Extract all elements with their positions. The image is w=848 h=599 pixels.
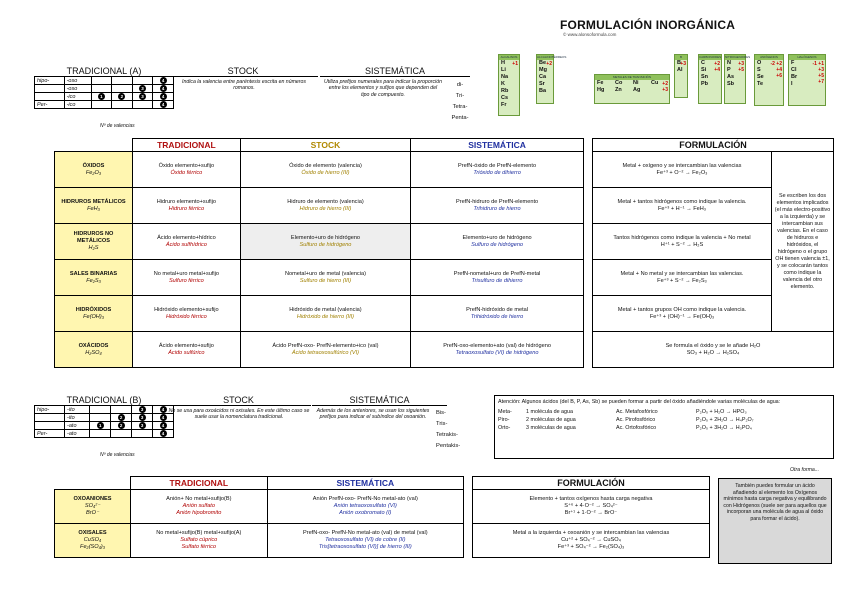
- rule-example: Hidróxido de hierro (III): [296, 313, 355, 320]
- element-symbol: P: [727, 67, 731, 73]
- element-symbol: N: [727, 60, 731, 66]
- formulacion-cell: [593, 188, 772, 224]
- rule-text: No metal+uro metal+sufijo: [153, 270, 220, 277]
- formulacion-cell: [593, 260, 772, 296]
- rule-text: PrefN-óxido de PrefN-elemento: [458, 162, 537, 169]
- element-symbol: Si: [701, 67, 707, 73]
- otra-forma-label: Otra forma...: [790, 467, 820, 473]
- element-symbol: Sr: [539, 81, 545, 87]
- table-row: [55, 152, 584, 188]
- atencion-pre: Piro-: [498, 417, 510, 423]
- rule-example: Trióxido de dihierro: [473, 169, 521, 176]
- formulacion-cell: [473, 490, 710, 524]
- prefix-item: Bis-: [436, 410, 446, 416]
- prefix-item: Tri-: [455, 93, 465, 99]
- atencion-title: Atención: Algunos ácidos (del B, P, As, Sb) se pueden formar a partir del óxido añadiéndole varias moléculas de agua:: [498, 399, 781, 405]
- rule-cell: [133, 224, 241, 260]
- element-symbol: Ba: [539, 88, 547, 94]
- valence-dot-icon: 3: [139, 406, 146, 413]
- col-stock: STOCK: [240, 139, 410, 152]
- rule-text: PrefN-hidróxido de metal: [466, 306, 529, 313]
- formulacion-row: [473, 524, 710, 558]
- group-header: CARBONOIDES: [699, 55, 722, 59]
- element-symbol: Br: [791, 74, 798, 80]
- rule-example: Tetraoxosulfato (VI) de cobre (II): [325, 537, 406, 543]
- table-row: [55, 296, 584, 332]
- valence-dot-icon: 1: [97, 422, 104, 429]
- rule-example: Sulfuro de hidrógeno: [299, 241, 352, 248]
- rule-example: Hidróxido férrico: [166, 313, 207, 320]
- periodic-table: [498, 54, 848, 124]
- prefix-item: Tetrakis-: [436, 432, 458, 438]
- element-symbol: Fr: [501, 102, 507, 108]
- compound-type: [55, 188, 133, 224]
- group-valence: +3 +5: [738, 61, 744, 73]
- formulacion-equation: Cu⁺² + SO₄⁻² → CuSO₄: [561, 537, 621, 543]
- atencion-ac: Ac. Ortofosfórico: [616, 425, 657, 431]
- prefix-cell: [35, 422, 65, 430]
- rule-cell: [133, 332, 241, 368]
- atencion-pre: Meta-: [498, 409, 512, 415]
- sistematica-b-desc: Además de los anteriores, se usan los siguientes prefijos para indicar el subíndice del oxoanión.: [316, 408, 430, 421]
- col-sistematica-2: SISTEMÁTICA: [267, 477, 463, 490]
- atencion-desc: 3 moléculas de agua: [526, 425, 576, 431]
- table-row: [55, 224, 584, 260]
- rule-example: Óxido férrico: [170, 169, 203, 176]
- compound-type: [55, 152, 133, 188]
- valence-dot-icon: 4: [160, 414, 167, 421]
- element-symbol: I: [791, 81, 793, 87]
- formulacion-equation: H⁺¹ + S⁻² → H₂S: [660, 241, 704, 248]
- formulacion-equation: Fe⁺³ + (OH)⁻¹ → Fe(OH)₃: [649, 313, 715, 320]
- rule-text: Óxido elemento+sufijo: [158, 162, 215, 169]
- element-symbol: Ag: [633, 87, 641, 93]
- compound-name: HIDRÓXIDOS: [75, 306, 112, 313]
- formulacion-table-2: [472, 476, 710, 558]
- element-group: [594, 74, 670, 104]
- element-symbol: Ni: [633, 80, 639, 86]
- compound-name: HIDRUROS METÁLICOS: [61, 198, 126, 205]
- rule-cell: [411, 260, 584, 296]
- compound-type: [55, 260, 133, 296]
- prefix-list-b: [436, 408, 472, 452]
- formulacion-table: [592, 138, 834, 368]
- valence-dot-icon: 3: [139, 422, 146, 429]
- rule-text: Anión PrefN-oxo- PrefN-No metal-ato (val): [312, 496, 418, 502]
- group-header: B: [675, 55, 687, 60]
- rule-cell: [411, 224, 584, 260]
- element-symbol: Mg: [539, 67, 547, 73]
- sistematica-a-desc: Utiliza prefijos numerales para indicar la proporción entre los elementos y sufijos que dependen del tipo de compuesto.: [324, 79, 442, 98]
- rule-cell: [133, 260, 241, 296]
- rule-cell: [133, 296, 241, 332]
- formulacion-cell: [593, 296, 772, 332]
- sistematica-a-title: SISTEMÁTICA: [320, 66, 470, 77]
- atencion-row: [498, 424, 830, 432]
- valencias-table-a: [34, 66, 174, 109]
- element-symbol: Cu: [651, 80, 659, 86]
- group-valence: +2 +3: [662, 81, 668, 93]
- table-row: [55, 260, 584, 296]
- valence-dot-icon: 4: [160, 422, 167, 429]
- element-symbol: Pb: [701, 81, 709, 87]
- rule-example: Trihidruro de hierro: [473, 205, 521, 212]
- group-header: HALÓGENOS: [789, 55, 825, 60]
- compound-example: FeH₃: [87, 205, 100, 212]
- valence-dot-icon: 4: [160, 101, 167, 108]
- grey-note: También puedes formular un ácido añadiendo al elemento los Oxígenos mínimos hasta carga negativa y equilibrando con Hidrógenos (suele ser para aquellos que incorporan una molécula de agua al óxido para formar el ácido).: [718, 478, 832, 564]
- table-row: [55, 524, 464, 558]
- atencion-ac: Ac. Pirofosfórico: [616, 417, 656, 423]
- suffix-cell: -ato: [65, 430, 90, 438]
- rule-text: Ácido PrefN-oxo- PrefN-elemento+ico (val): [272, 342, 379, 349]
- prefix-cell: Per-: [35, 430, 65, 438]
- element-symbol: C: [701, 60, 705, 66]
- prefix-cell: [35, 93, 65, 101]
- atencion-row: [498, 408, 830, 416]
- rule-text: Elemento+uro de hidrógeno: [462, 234, 532, 241]
- valencias-table-b: [34, 395, 174, 438]
- tabla-b-title: TRADICIONAL (B): [35, 395, 174, 406]
- tabla-a-title: TRADICIONAL (A): [35, 66, 174, 77]
- compound-example: H₂S: [88, 245, 99, 251]
- compound-type: [55, 224, 133, 260]
- compound-example: H₂SO₄: [85, 349, 102, 356]
- atencion-eq: P₂O₅ + 3H₂O → H₃PO₄: [696, 425, 752, 431]
- prefix-item: Pentakis-: [436, 443, 461, 449]
- website-link[interactable]: © www.alonsoformula.com: [563, 32, 617, 37]
- formulacion-cell: [593, 224, 772, 260]
- rule-text: Nometal+uro de metal (valencia): [284, 270, 366, 277]
- compound-example: Fe₂(SO₄)₃: [80, 544, 105, 550]
- prefix-item: di-: [456, 82, 464, 88]
- formulacion-equation: SO₃ + H₂O → H₂SO₄: [686, 349, 740, 356]
- element-symbol: As: [727, 74, 735, 80]
- element-group: [698, 54, 722, 104]
- compound-example: BrO⁻: [86, 510, 99, 516]
- rule-text: Ácido elemento+sufijo: [158, 342, 214, 349]
- rule-example: Sulfuro férrico: [168, 277, 204, 284]
- valence-dot-icon: 2: [118, 414, 125, 421]
- atencion-pre: Orto-: [498, 425, 511, 431]
- valence-dot-icon: 4: [160, 77, 167, 84]
- element-group: [754, 54, 784, 106]
- compound-type: [55, 490, 131, 524]
- col-tradicional-2: TRADICIONAL: [131, 477, 268, 490]
- rule-example: Tris[tetraoxosulfato (VI)] de hierro (III): [318, 544, 412, 550]
- element-symbol: Zn: [615, 87, 622, 93]
- formulacion-row: [473, 490, 710, 524]
- rule-example: Ácido sulfúrico: [168, 349, 205, 356]
- element-symbol: Na: [501, 74, 509, 80]
- formulacion-title-2: FORMULACIÓN: [473, 477, 710, 490]
- element-symbol: S: [757, 67, 761, 73]
- col-sistematica: SISTEMÁTICA: [411, 139, 584, 152]
- compound-type: [55, 524, 131, 558]
- group-header: METALES DE TRANSICIÓN: [595, 75, 669, 80]
- compound-name: OXOANIONES: [73, 496, 112, 502]
- formulacion-text: Metal + No metal y se intercambian las valencias.: [620, 270, 744, 277]
- element-symbol: K: [501, 81, 505, 87]
- formulacion-text: Metal + tantos hidrógenos como indique la valencia.: [617, 198, 747, 205]
- formulacion-row: [593, 332, 834, 368]
- rule-example: Tetraoxosulfato (VI) de hidrógeno: [455, 349, 539, 356]
- atencion-eq: P₂O₅ + 2H₂O → H₄P₂O₇: [696, 417, 754, 423]
- formulacion-text: Tantos hidrógenos como indique la valencia + No metal: [613, 234, 751, 241]
- compound-name: HIDRUROS NO METÁLICOS: [73, 231, 114, 244]
- element-symbol: B: [677, 60, 681, 66]
- rule-text: PrefN-oxo-elemento+ato (val) de hidrógeno: [443, 342, 551, 349]
- rule-example: Hidruro férrico: [168, 205, 205, 212]
- valence-dot-icon: 3: [139, 414, 146, 421]
- suffix-cell: -oso: [64, 85, 91, 93]
- stock-a-desc: Indica la valencia entre paréntesis escrita en números romanos.: [182, 79, 306, 92]
- rule-example: Anión sulfato: [182, 503, 215, 509]
- element-symbol: Cs: [501, 95, 509, 101]
- element-symbol: Al: [677, 67, 683, 73]
- formulacion-equation: Fe⁺³ + H⁻¹ → FeH₃: [657, 205, 707, 212]
- compound-name: ÓXIDOS: [82, 162, 105, 169]
- suffix-cell: -ico: [64, 101, 91, 109]
- rule-cell: [267, 490, 463, 524]
- element-symbol: Sn: [701, 74, 709, 80]
- rule-example: Hidruro de hierro (III): [299, 205, 352, 212]
- compound-name: OXISALES: [78, 530, 107, 536]
- valence-dot-icon: 3: [139, 93, 146, 100]
- formulacion-equation: Fe⁺³ + SO₄⁻² → Fe₂(SO₄)₃: [557, 544, 625, 550]
- side-note: Se escriben los dos elementos implicados (el más electro-positivo a la izquierda) y se intercambian sus valencias. En el caso de hidruros e hidróxidos, el hidrógeno o el grupo OH tienen valencia ±1, y se colocarán tantos como indique la valencia del otro elemento.: [772, 152, 834, 332]
- rule-text: Hidróxido de metal (valencia): [289, 306, 362, 313]
- valencias-label-b: Nº de valencias: [100, 452, 135, 458]
- element-symbol: Sb: [727, 81, 735, 87]
- compound-example: SO₄²⁻: [84, 503, 101, 509]
- rule-cell: [240, 188, 410, 224]
- suffix-cell: -ato: [65, 422, 90, 430]
- element-group: [674, 54, 688, 98]
- atencion-ac: Ac. Metafosfórico: [616, 409, 658, 415]
- prefix-item: Tetra-: [452, 104, 468, 110]
- group-valence: +2 +4: [714, 61, 720, 73]
- formulacion-cell: [593, 152, 772, 188]
- compound-type: [55, 296, 133, 332]
- suffix-cell: -ico: [64, 93, 91, 101]
- rule-text: Ácido elemento+hídrico: [157, 234, 216, 241]
- formulacion-equation: S⁺⁶ + 4·O⁻² → SO₄²⁻: [564, 503, 618, 509]
- rule-example: Anión oxobromato (I): [339, 510, 392, 516]
- stock-b-title: STOCK: [166, 395, 311, 406]
- valence-dot-icon: 4: [160, 85, 167, 92]
- rule-text: No metal+sufijo(B) metal+sufijo(A): [156, 530, 242, 536]
- compound-example: Fe₂S₃: [86, 277, 101, 284]
- element-group: [724, 54, 751, 104]
- table-row: [55, 188, 584, 224]
- compound-name: SALES BINARIAS: [69, 270, 118, 277]
- element-symbol: H: [501, 60, 505, 66]
- formulacion-cell: [593, 332, 834, 368]
- element-symbol: Be: [539, 60, 547, 66]
- group-header: NITROGENOIDES: [725, 55, 751, 59]
- compound-name: OXÁCIDOS: [78, 342, 109, 349]
- element-symbol: Cl: [791, 67, 797, 73]
- rule-text: PrefN-nometal+uro de PrefN-metal: [453, 270, 541, 277]
- page-title: FORMULACIÓN INORGÁNICA: [560, 18, 736, 32]
- element-group: [536, 54, 567, 104]
- compound-example: Fe₂O₃: [85, 169, 102, 176]
- formulacion-title: FORMULACIÓN: [593, 139, 834, 152]
- group-valence: -1 +1 +3 +5 +7: [812, 61, 824, 85]
- rule-cell: [411, 332, 584, 368]
- compound-example: Fe(OH)₃: [83, 313, 104, 320]
- rule-text: PrefN-oxo- PrefN-No metal-ato (val) de metal (val): [302, 530, 428, 536]
- element-symbol: Ca: [539, 74, 547, 80]
- formulacion-equation: Br⁺¹ + 1·O⁻² → BrO⁻: [564, 510, 618, 516]
- valence-dot-icon: 2: [118, 422, 125, 429]
- prefix-item: Tris-: [436, 421, 448, 427]
- prefix-cell: Per-: [35, 101, 65, 109]
- prefix-cell: hipo-: [35, 406, 65, 414]
- valence-dot-icon: 2: [118, 93, 125, 100]
- group-valence: +2: [546, 61, 552, 67]
- nomenclature-table: [54, 138, 584, 368]
- rule-text: Óxido de elemento (valencia): [289, 162, 362, 169]
- formulacion-equation: Fe⁺³ + O⁻² → Fe₂O₃: [656, 169, 708, 176]
- valence-dot-icon: 4: [160, 406, 167, 413]
- element-symbol: Se: [757, 74, 764, 80]
- rule-cell: [133, 188, 241, 224]
- rule-cell: [133, 152, 241, 188]
- rule-example: Sulfuro de hierro (III): [299, 277, 352, 284]
- rule-cell: [411, 152, 584, 188]
- rule-cell: [240, 152, 410, 188]
- formulacion-text: Metal + tantos grupos OH como indique la valencia.: [617, 306, 747, 313]
- group-valence: -2 +2 +4 +6: [770, 61, 782, 79]
- rule-cell: [240, 224, 410, 260]
- rule-example: Sulfato cúprico: [180, 537, 218, 543]
- element-group: [498, 54, 520, 116]
- element-symbol: Rb: [501, 88, 509, 94]
- suffix-cell: -oso: [64, 77, 91, 85]
- rule-cell: [240, 332, 410, 368]
- rule-example: Ácido sulfhídrico: [165, 241, 207, 248]
- rule-text: Hidruro elemento+sufijo: [156, 198, 216, 205]
- rule-cell: [131, 490, 268, 524]
- compound-example: CuSO₄: [83, 537, 102, 543]
- sistematica-b-title: SISTEMÁTICA: [312, 395, 447, 406]
- group-header: ALCALINOTÉRREOS: [537, 55, 567, 59]
- valencias-label: Nº de valencias: [100, 123, 135, 129]
- rule-cell: [240, 260, 410, 296]
- rule-example: Anión hipobromito: [176, 510, 222, 516]
- rule-cell: [411, 296, 584, 332]
- suffix-cell: -ito: [65, 414, 90, 422]
- rule-cell: [131, 524, 268, 558]
- compound-type: [55, 332, 133, 368]
- atencion-box: [494, 395, 834, 459]
- element-symbol: Co: [615, 80, 623, 86]
- rule-example: Trisulfuro de dihierro: [471, 277, 523, 284]
- element-symbol: Hg: [597, 87, 605, 93]
- formulacion-equation: Fe⁺³ + S⁻² → Fe₂S₃: [657, 277, 707, 284]
- atencion-row: [498, 416, 830, 424]
- rule-example: Sulfato férrico: [181, 544, 217, 550]
- col-tradicional: TRADICIONAL: [133, 139, 241, 152]
- valence-dot-icon: 4: [160, 430, 167, 437]
- prefix-cell: hipo-: [35, 77, 65, 85]
- valence-dot-icon: 3: [139, 85, 146, 92]
- element-symbol: F: [791, 60, 795, 66]
- oxoaniones-table: [54, 476, 464, 558]
- formulacion-row: [593, 152, 834, 188]
- rule-cell: [240, 296, 410, 332]
- atencion-desc: 2 moléculas de agua: [526, 417, 576, 423]
- group-valence: +1: [512, 61, 518, 67]
- element-symbol: Te: [757, 81, 764, 87]
- formulacion-cell: [473, 524, 710, 558]
- group-valence: +3: [680, 61, 686, 67]
- group-header: ALCALINOS: [500, 55, 518, 59]
- prefix-item: Penta-: [451, 115, 469, 121]
- prefix-cell: [35, 85, 65, 93]
- rule-example: Óxido de hierro (III): [301, 169, 350, 176]
- element-group: [788, 54, 826, 106]
- rule-text: Hidruro de elemento (valencia): [287, 198, 364, 205]
- valence-dot-icon: 4: [160, 93, 167, 100]
- element-symbol: O: [757, 60, 762, 66]
- group-header: ANFÍGENOS: [755, 55, 783, 60]
- stock-b-desc: No se usa para oxoácidos ni oxisales. En este último caso se suele usar la nomenclatura tradicional.: [168, 408, 310, 421]
- formulacion-text: Metal + oxígeno y se intercambian las valencias: [622, 162, 742, 169]
- rule-text: PrefN-hidruro de PrefN-elemento: [456, 198, 539, 205]
- atencion-eq: P₂O₅ + H₂O → HPO₃: [696, 409, 747, 415]
- stock-a-title: STOCK: [168, 66, 318, 77]
- prefix-list-a: [450, 80, 470, 124]
- rule-example: Trihidróxido de hierro: [470, 313, 524, 320]
- rule-text: Anión+ No metal+sufijo(B): [166, 496, 232, 502]
- element-symbol: Fe: [597, 80, 604, 86]
- rule-example: Anión tetraoxosulfato (VI): [333, 503, 397, 509]
- valence-dot-icon: 1: [98, 93, 105, 100]
- atencion-desc: 1 molécula de agua: [526, 409, 574, 415]
- rule-example: Sulfuro de hidrógeno: [471, 241, 524, 248]
- suffix-cell: -ito: [65, 406, 90, 414]
- table-row: [55, 490, 464, 524]
- table-row: [55, 332, 584, 368]
- rule-text: Elemento+uro de hidrógeno: [290, 234, 361, 241]
- prefix-cell: [35, 414, 65, 422]
- rule-cell: [411, 188, 584, 224]
- rule-text: Hidróxido elemento+sufijo: [154, 306, 219, 313]
- formulacion-text: Elemento + tantos oxígenos hasta carga negativa: [529, 496, 653, 502]
- element-symbol: Li: [501, 67, 506, 73]
- rule-cell: [267, 524, 463, 558]
- rule-example: Ácido tetraoxosulfúrico (VI): [291, 349, 360, 356]
- formulacion-text: Se formula el óxido y se le añade H₂O: [665, 342, 761, 349]
- formulacion-text: Metal a la izquierda + oxoanión y se intercambian las valencias: [512, 530, 670, 536]
